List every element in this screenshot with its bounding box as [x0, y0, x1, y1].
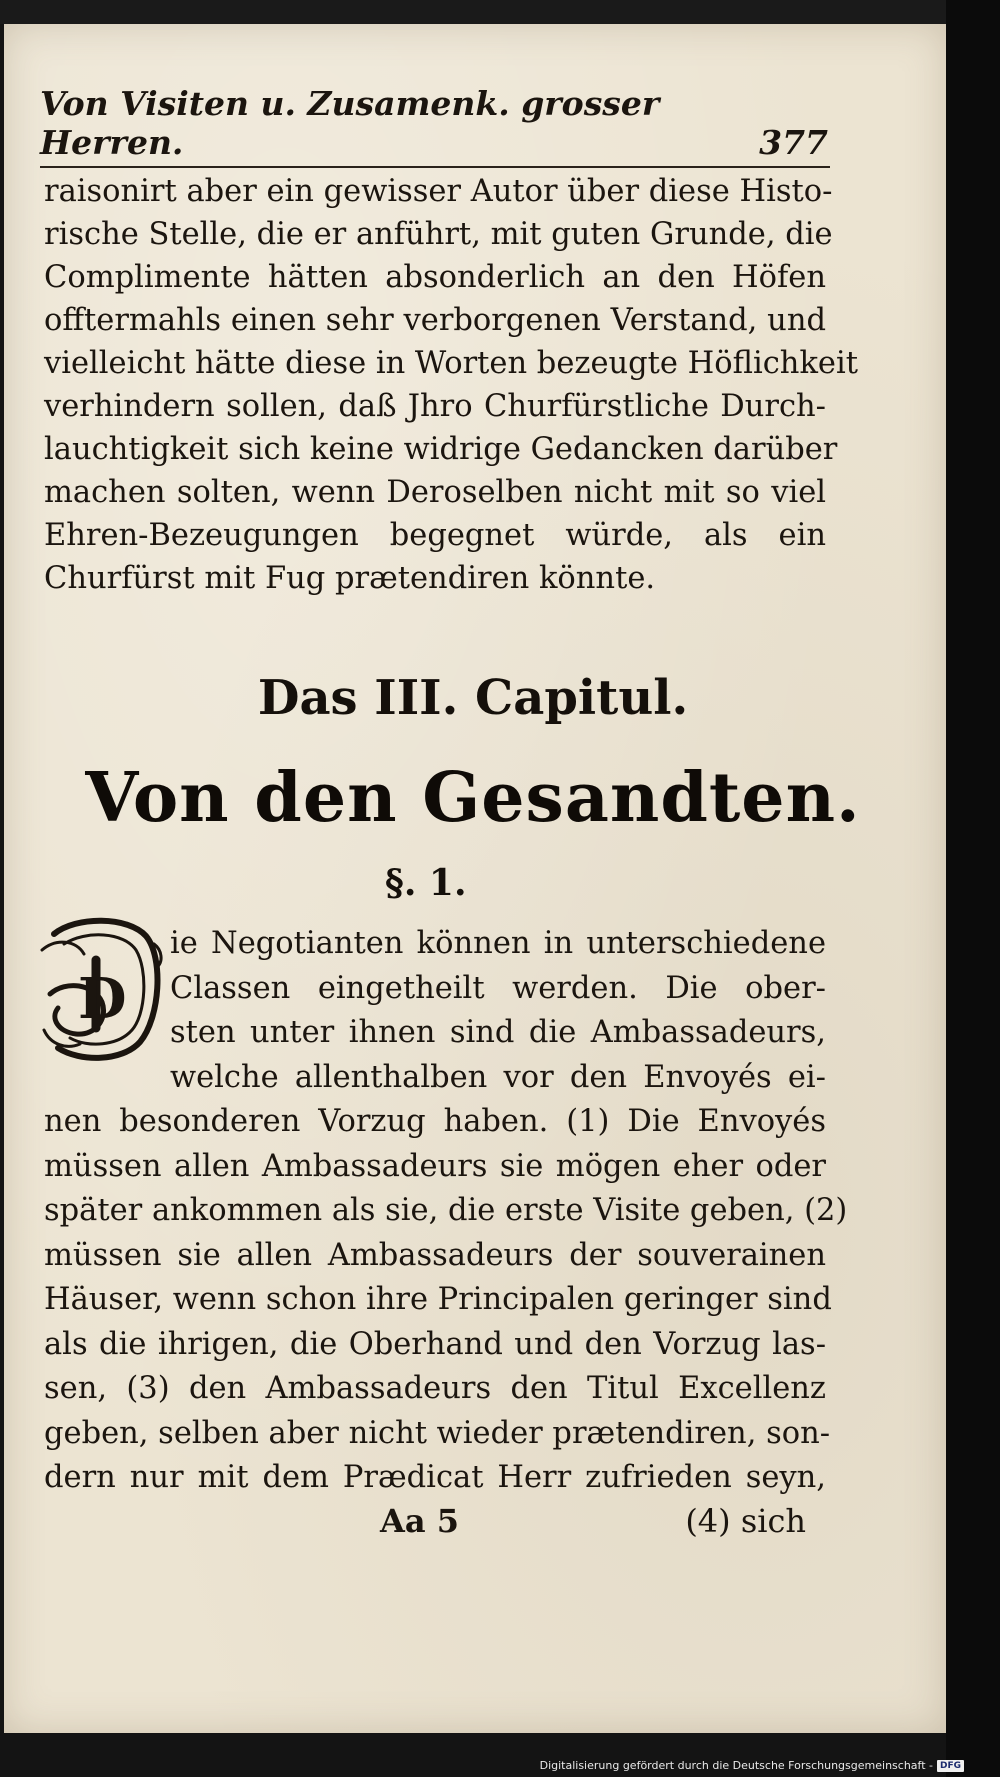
- text-line: welche allenthalben vor den Envoyés ei-: [170, 1059, 826, 1095]
- text-line: müssen allen Ambassadeurs sie mögen eher oder: [44, 1148, 826, 1184]
- chapter-label: Das III. Capitul.: [257, 670, 689, 726]
- text-line: Classen eingetheilt werden. Die ober-: [170, 970, 826, 1006]
- page-number: 377: [759, 123, 828, 162]
- page-footer: [44, 1502, 826, 1548]
- header-rule: [40, 166, 830, 168]
- top-paragraph: [44, 170, 858, 600]
- scan-top-edge: [0, 0, 946, 24]
- text-line: ie Negotianten können in unterschiedene: [170, 926, 826, 961]
- text-line: raisonirt aber ein gewisser Autor über diese Histo-: [44, 174, 833, 209]
- text-line: nen besonderen Vorzug haben. (1) Die Envoyés: [44, 1104, 826, 1139]
- text-line: Ehren-Bezeugungen begegnet würde, als ein: [44, 518, 826, 553]
- text-line: verhindern sollen, daß Jhro Churfürstliche Durch-: [44, 389, 826, 424]
- chapter-title: Von den Gesandten.: [85, 758, 861, 838]
- text-line: als die ihrigen, die Oberhand und den Vorzug las-: [44, 1326, 826, 1362]
- signature-mark: Aa 5: [380, 1502, 459, 1540]
- credit-text: Digitalisierung gefördert durch die Deutsche Forschungsgemeinschaft -: [539, 1759, 933, 1772]
- text-line: machen solten, wenn Deroselben nicht mit so viel: [44, 475, 826, 510]
- text-line: geben, selben aber nicht wieder prætendiren, son-: [44, 1415, 831, 1451]
- section-mark: §. 1.: [385, 862, 467, 904]
- text-line: rische Stelle, die er anführt, mit guten Grunde, die: [44, 217, 833, 252]
- text-line: müssen sie allen Ambassadeurs der souverainen: [44, 1237, 826, 1273]
- text-line: Complimente hätten absonderlich an den Höfen: [44, 260, 826, 295]
- text-line: Churfürst mit Fug prætendiren könnte.: [44, 561, 656, 596]
- text-line: sten unter ihnen sind die Ambassadeurs,: [170, 1015, 826, 1050]
- section-paragraph: [44, 922, 848, 1501]
- text-line: offtermahls einen sehr verborgenen Verstand, und: [44, 303, 826, 338]
- dfg-logo: DFG: [937, 1760, 964, 1772]
- drop-cap-letter: D: [78, 966, 127, 1032]
- digitization-credit: [540, 1759, 964, 1772]
- running-head-title: Von Visiten u. Zusamenk. grosser Herren.: [40, 84, 660, 162]
- text-line: lauchtigkeit sich keine widrige Gedancken darüber: [44, 432, 838, 467]
- text-line: dern nur mit dem Prædicat Herr zufrieden seyn,: [44, 1460, 826, 1495]
- text-line: später ankommen als sie, die erste Visite geben, (2): [44, 1193, 848, 1228]
- scan-right-edge: [946, 0, 1000, 1777]
- running-head: [40, 84, 828, 162]
- text-line: Häuser, wenn schon ihre Principalen geringer sind: [44, 1282, 832, 1317]
- text-line: vielleicht hätte diese in Worten bezeugte Höflichkeit: [44, 346, 858, 381]
- text-line: sen, (3) den Ambassadeurs den Titul Excellenz: [44, 1371, 826, 1406]
- catchword: (4) sich: [685, 1502, 806, 1540]
